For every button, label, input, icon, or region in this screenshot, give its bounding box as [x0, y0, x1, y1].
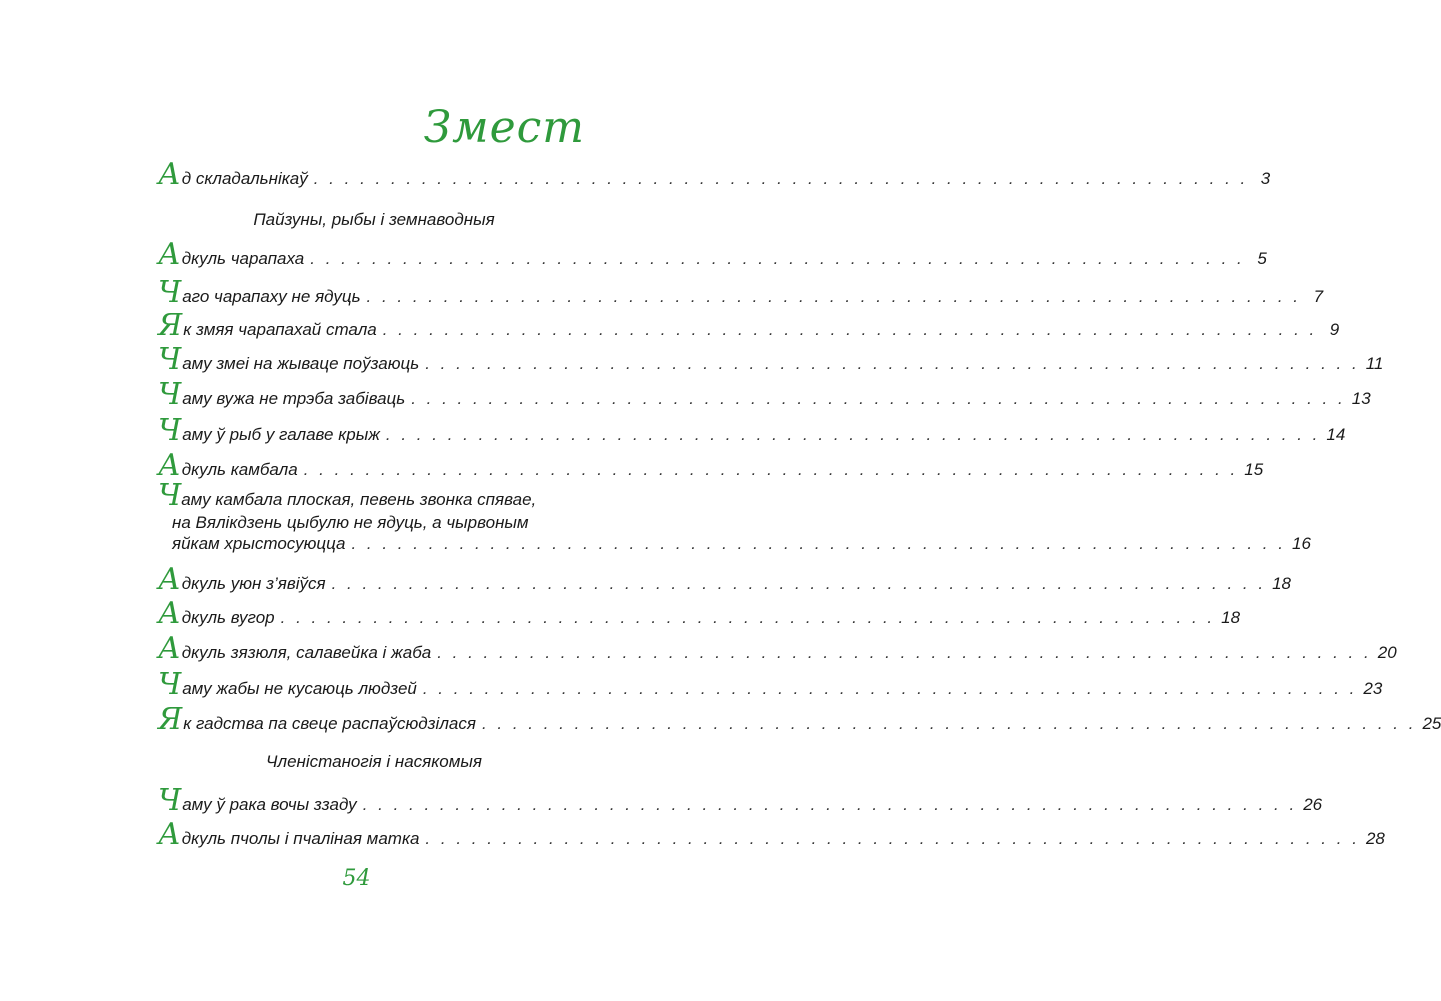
- entry-initial: А: [158, 631, 181, 666]
- entry-title: дкуль зязюля, салавейка і жаба: [181, 643, 432, 662]
- toc-entry[interactable]: [158, 817, 1385, 852]
- entry-initial: Ч: [158, 275, 182, 310]
- toc-entry[interactable]: [158, 275, 1324, 310]
- entry-title: аму ў рака вочы ззаду: [182, 795, 357, 814]
- entry-title: дкуль чарапаха: [181, 249, 305, 268]
- entry-page: 18: [1221, 608, 1241, 627]
- toc-entry[interactable]: [158, 702, 1441, 737]
- entry-initial: А: [158, 596, 181, 631]
- entry-title: к змяя чарапахай стала: [183, 320, 377, 339]
- entry-page: 23: [1363, 679, 1383, 698]
- entry-initial: Я: [158, 702, 183, 737]
- dot-leader: . . . . . . . . . . . . . . . . . . . . . . . . . . . . . . . . . . . . . . . . . . . . . . . . . . . . . . . . . . . . .: [366, 287, 1302, 306]
- dot-leader: . . . . . . . . . . . . . . . . . . . . . . . . . . . . . . . . . . . . . . . . . . . . . . . . . . . . . . . . . . . . .: [280, 608, 1216, 627]
- entry-initial: А: [158, 237, 181, 272]
- entry-title: аму вужа не трэба забіваць: [182, 389, 406, 408]
- dot-leader: . . . . . . . . . . . . . . . . . . . . . . . . . . . . . . . . . . . . . . . . . . . . . . . . . . . . . . . . . . . . .: [362, 795, 1298, 814]
- dot-leader: . . . . . . . . . . . . . . . . . . . . . . . . . . . . . . . . . . . . . . . . . . . . . . . . . . . . . . . . . . . . .: [351, 534, 1286, 553]
- entry-initial: Ч: [158, 342, 182, 377]
- entry-initial: А: [158, 157, 181, 192]
- toc-entry-multiline[interactable]: [158, 478, 1311, 554]
- entry-initial: Ч: [158, 783, 182, 818]
- entry-page: 13: [1351, 389, 1371, 408]
- entry-page: 9: [1329, 320, 1340, 339]
- entry-page: 20: [1377, 643, 1397, 662]
- dot-leader: . . . . . . . . . . . . . . . . . . . . . . . . . . . . . . . . . . . . . . . . . . . . . . . . . . . . . . . . . . . . .: [437, 643, 1372, 662]
- dot-leader: . . . . . . . . . . . . . . . . . . . . . . . . . . . . . . . . . . . . . . . . . . . . . . . . . . . . . . . . . . . . .: [303, 460, 1239, 479]
- dot-leader: . . . . . . . . . . . . . . . . . . . . . . . . . . . . . . . . . . . . . . . . . . . . . . . . . . . . . . . . . . . . .: [422, 679, 1358, 698]
- toc-entry[interactable]: [158, 342, 1384, 377]
- entry-initial: Ч: [158, 377, 182, 412]
- toc-entry[interactable]: [158, 783, 1323, 818]
- toc-entry-intro[interactable]: [158, 157, 1271, 192]
- toc-entry[interactable]: [158, 596, 1241, 631]
- section-heading-1: Пайзуны, рыбы і земнаводныя: [253, 210, 495, 229]
- entry-page: 25: [1422, 714, 1441, 733]
- dot-leader: . . . . . . . . . . . . . . . . . . . . . . . . . . . . . . . . . . . . . . . . . . . . . . . . . . . . . . . . . . . . .: [331, 574, 1267, 593]
- entry-title-line2: на Вялікдзень цыбулю не ядуць, а чырвоным: [172, 513, 529, 532]
- dot-leader: . . . . . . . . . . . . . . . . . . . . . . . . . . . . . . . . . . . . . . . . . . . . . . . . . . . . . . . . . . . . .: [411, 389, 1346, 408]
- entry-page: 26: [1303, 795, 1323, 814]
- entry-title: дкуль уюн з’явіўся: [181, 574, 326, 593]
- toc-entry[interactable]: [158, 413, 1346, 448]
- entry-title-line1: аму камбала плоская, певень звонка спявае,: [181, 490, 537, 509]
- dot-leader: . . . . . . . . . . . . . . . . . . . . . . . . . . . . . . . . . . . . . . . . . . . . . . . . . . . . . . . . . . . . .: [385, 425, 1321, 444]
- entry-title-line3: яйкам хрыстосуюцца: [172, 534, 346, 553]
- toc-entry[interactable]: [158, 631, 1397, 666]
- entry-initial: А: [158, 817, 181, 852]
- dot-leader: . . . . . . . . . . . . . . . . . . . . . . . . . . . . . . . . . . . . . . . . . . . . . . . . . . . . . . . . . . . . .: [313, 169, 1249, 188]
- toc-entry[interactable]: [158, 448, 1264, 483]
- entry-line: [158, 478, 590, 513]
- page-number: 54: [342, 866, 371, 891]
- toc-entry[interactable]: [158, 237, 1267, 272]
- dot-leader: . . . . . . . . . . . . . . . . . . . . . . . . . . . . . . . . . . . . . . . . . . . . . . . . . . . . . . . . . . . . .: [382, 320, 1318, 339]
- entry-initial: А: [158, 562, 181, 597]
- entry-title: аму змеі на жываце поўзаюць: [182, 354, 420, 373]
- entry-title: к гадства па свеце распаўсюдзілася: [183, 714, 476, 733]
- toc-entry[interactable]: [158, 308, 1340, 343]
- entry-title: аму ў рыб у галаве крыж: [182, 425, 380, 444]
- entry-page: 11: [1365, 354, 1384, 373]
- dot-leader: . . . . . . . . . . . . . . . . . . . . . . . . . . . . . . . . . . . . . . . . . . . . . . . . . . . . . . . . . . . . .: [425, 354, 1360, 373]
- entry-initial: Ч: [158, 478, 182, 513]
- entry-page: 14: [1326, 425, 1346, 444]
- entry-initial: Ч: [158, 413, 182, 448]
- entry-page: 15: [1244, 460, 1264, 479]
- entry-page: 28: [1365, 829, 1385, 848]
- entry-line: [158, 534, 1311, 554]
- entry-initial: Ч: [158, 667, 182, 702]
- dot-leader: . . . . . . . . . . . . . . . . . . . . . . . . . . . . . . . . . . . . . . . . . . . . . . . . . . . . . . . . . . . . .: [481, 714, 1417, 733]
- section-heading-2: Членістаногія і насякомыя: [266, 752, 482, 771]
- entry-page: 16: [1291, 534, 1311, 553]
- entry-title: дкуль вугор: [181, 608, 275, 627]
- entry-title: аму жабы не кусаюць людзей: [182, 679, 417, 698]
- toc-title: Змест: [423, 102, 585, 153]
- entry-title: аго чарапаху не ядуць: [182, 287, 361, 306]
- toc-entry[interactable]: [158, 667, 1383, 702]
- entry-initial: А: [158, 448, 181, 483]
- entry-initial: Я: [158, 308, 183, 343]
- toc-entry[interactable]: [158, 377, 1371, 412]
- entry-title: дкуль пчолы і пчаліная матка: [181, 829, 420, 848]
- entry-title: д складальнікаў: [181, 169, 308, 188]
- entry-page: 5: [1257, 249, 1267, 268]
- entry-title: дкуль камбала: [181, 460, 298, 479]
- entry-page: 3: [1260, 169, 1271, 188]
- entry-page: 7: [1313, 287, 1324, 306]
- dot-leader: . . . . . . . . . . . . . . . . . . . . . . . . . . . . . . . . . . . . . . . . . . . . . . . . . . . . . . . . . . . . .: [425, 829, 1360, 848]
- toc-entry[interactable]: [158, 562, 1292, 597]
- entry-page: 18: [1272, 574, 1292, 593]
- dot-leader: . . . . . . . . . . . . . . . . . . . . . . . . . . . . . . . . . . . . . . . . . . . . . . . . . . . . . . . . . . . . .: [310, 249, 1245, 268]
